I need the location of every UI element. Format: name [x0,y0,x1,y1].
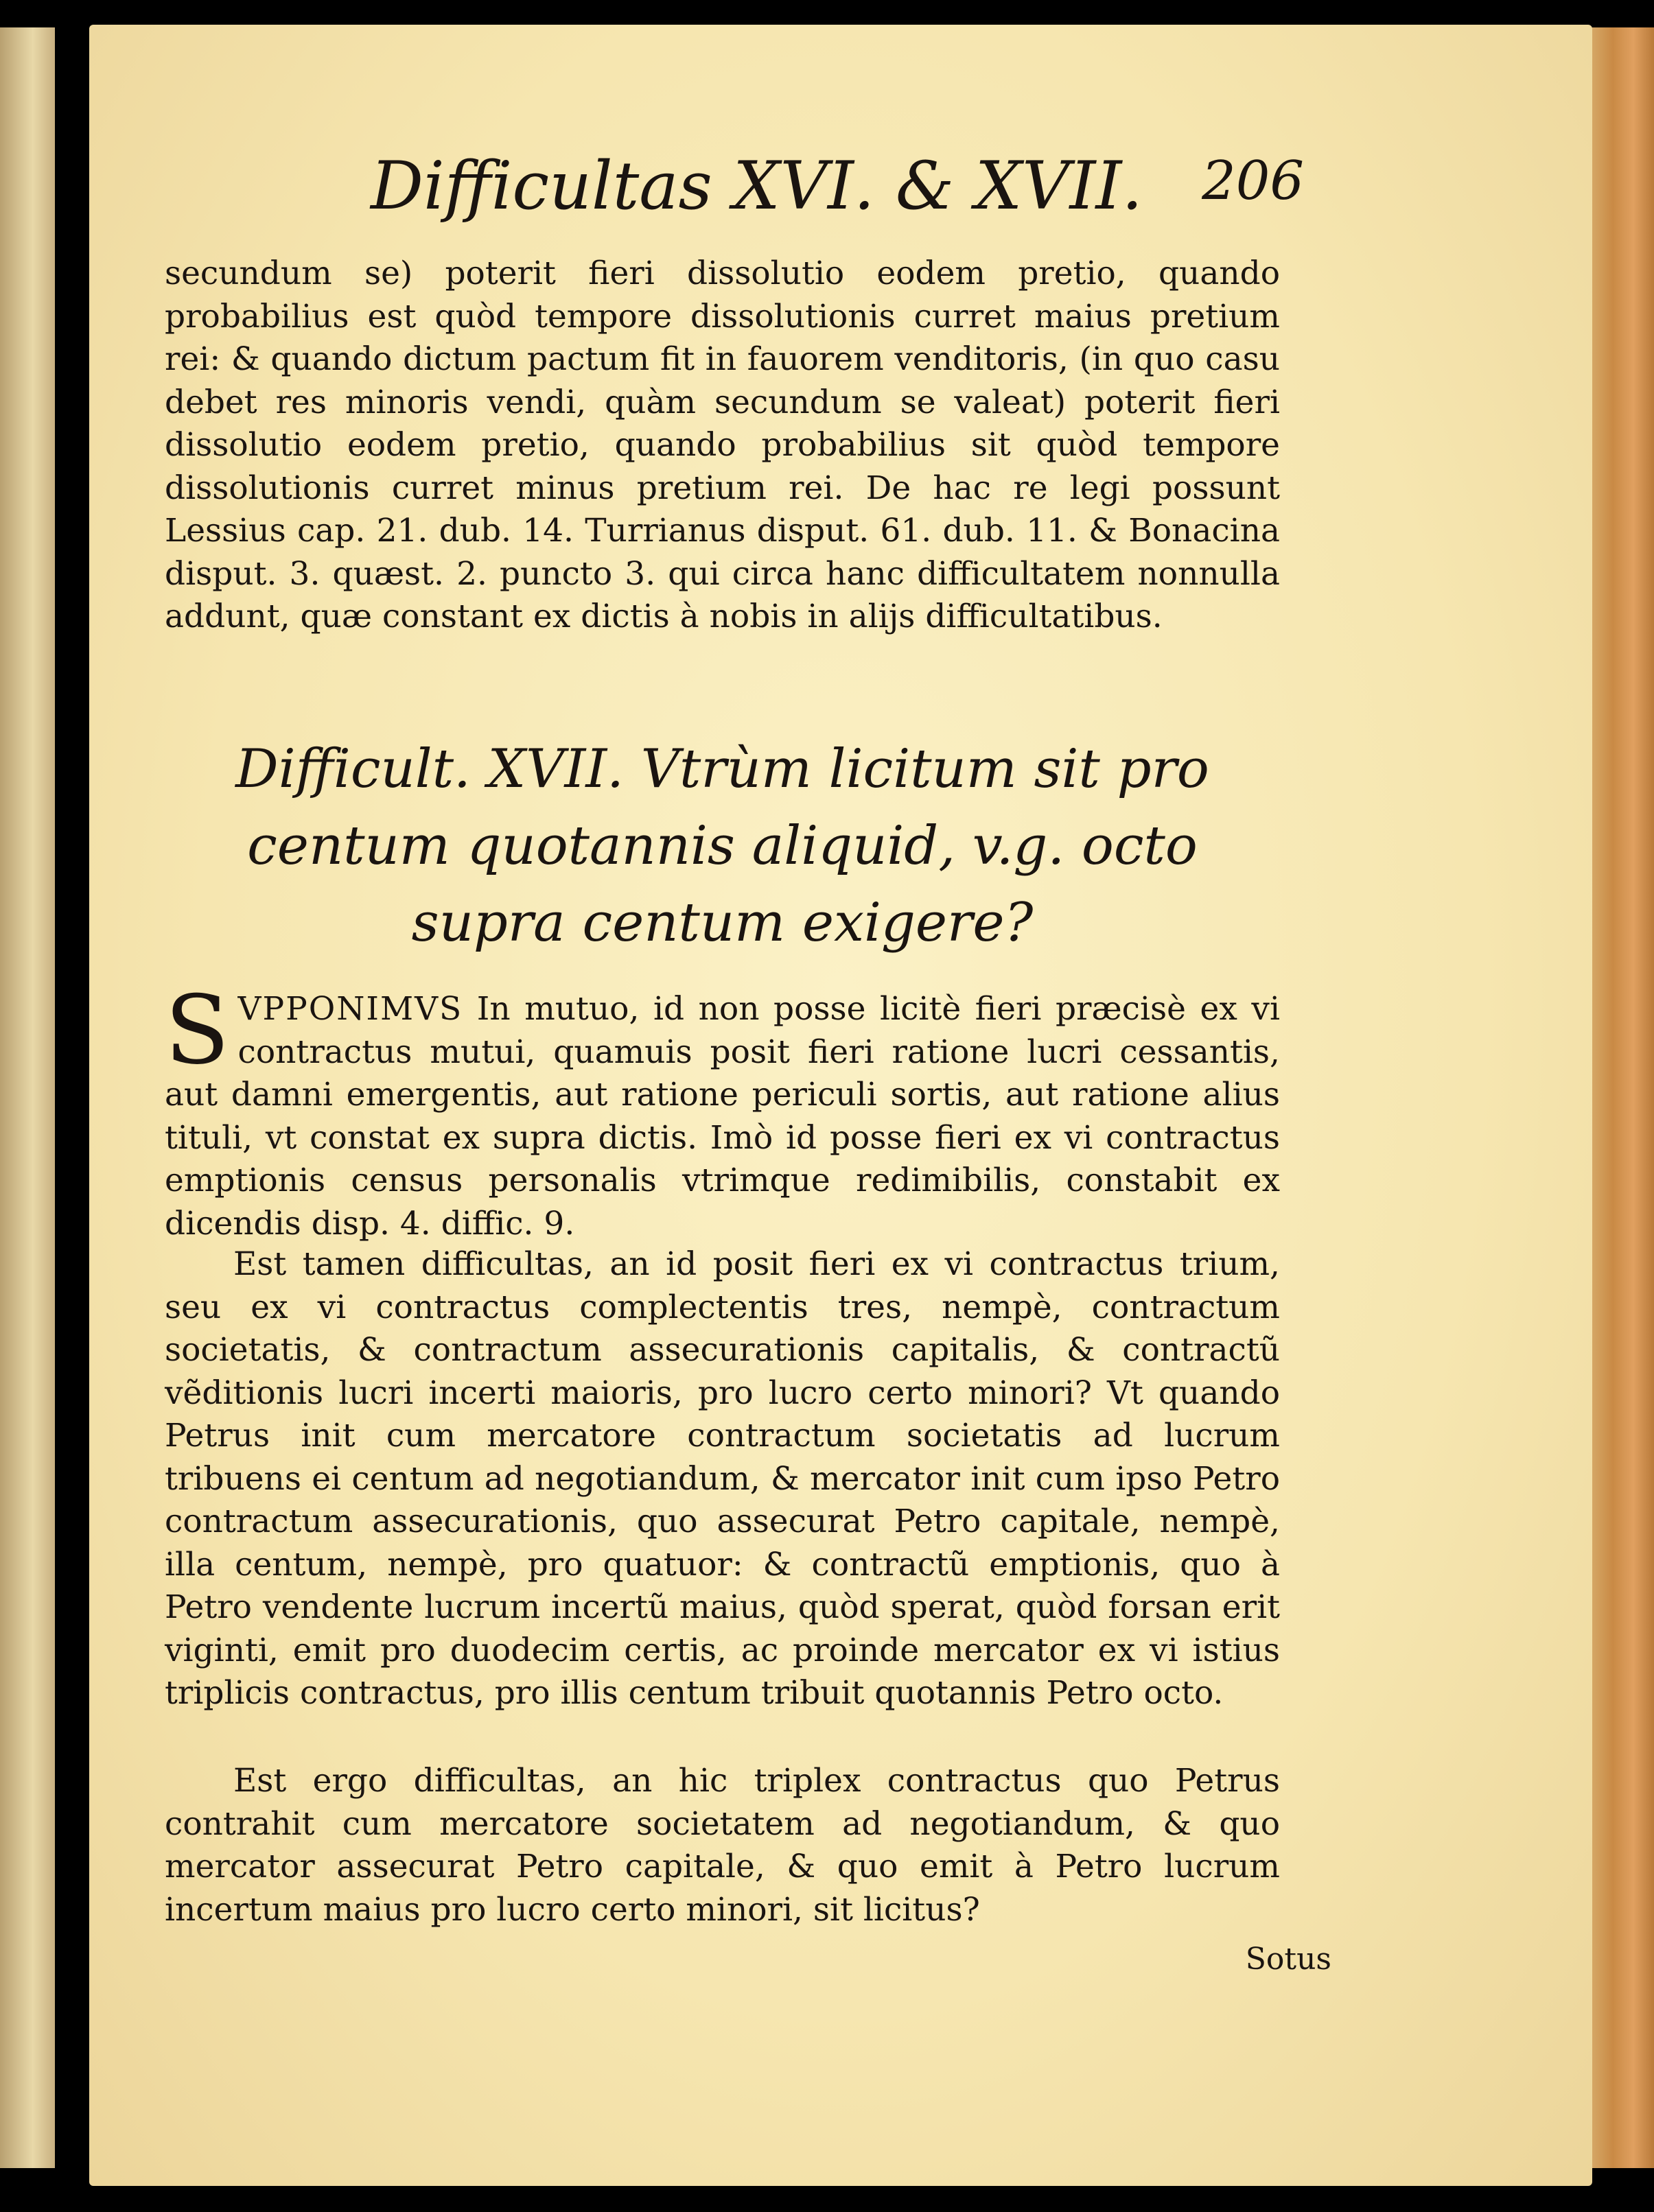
paragraph-difficultas: Est tamen difficultas, an id posit fieri ex vi contractus trium, seu ex vi contractus complectentis tres, nempè, contractum societatis, & contractum assecurationis capitalis, & contractũ vẽditionis lucri incerti maioris, pro lucro certo minori? Vt quando Petrus init cum mercatore contractum societatis ad lucrum tribuens ei centum ad negotiandum, & mercator init cum ipso Petro contractum assecurationis, quo assecurat Petro capitale, nempè, illa centum, nempè, pro quatuor: & contractũ emptionis, quo à Petro vendente lucrum incertũ maius, quòd sperat, quòd forsan erit viginti, emit pro duodecim certis, ac proinde mercator ex vi istius triplicis contractus, pro illis centum tribuit quotannis Petro octo. [165,1245,1280,1712]
section-heading: Difficult. XVII. Vtrùm licitum sit pro centum quotannis aliquid, v.g. octo supra centum exigere? [235,738,1209,954]
book-fore-edge [1585,27,1654,2168]
running-head: Difficultas XVI. & XVII. [371,148,1143,224]
opening-word: VPPONIMVS [237,990,463,1028]
paragraph-ergo: Est ergo difficultas, an hic triplex contractus quo Petrus contrahit cum mercatore societatem ad negotiandum, & quo mercator assecurat Petro capitale, & quo emit à Petro lucrum incertum maius pro lucro certo minori, sit licitus? [165,1762,1280,1929]
paragraph-supponimus [165,975,1280,1245]
paragraph-text: In mutuo, id non posse licitè fieri præcisè ex vi contractus mutui, quamuis posit fieri ratione lucri cessantis, aut damni emergentis, aut ratione periculi sortis, aut ratione alius tituli, vt constat ex supra dictis. Imò id posse fieri ex vi contractus emptionis census personalis vtrimque redimibilis, constabit ex dicendis disp. 4. diffic. 9. [165,990,1280,1243]
facing-page-edge [0,27,55,2168]
page-number: 206 [1202,150,1304,212]
catchword: Sotus [1245,1942,1331,1977]
drop-cap: S [165,975,230,1085]
page-header [371,148,1304,230]
paragraph-continuation: secundum se) poterit fieri dissolutio eodem pretio, quando probabilius est quòd tempore dissolutionis curret maius pretium rei: & quando dictum pactum fit in fauorem venditoris, (in quo casu debet res minoris vendi, quàm secundum se valeat) poterit fieri dissolutio eodem pretio, quando probabilius sit quòd tempore dissolutionis curret minus pretium rei. De hac re legi possunt Lessius cap. 21. dub. 14. Turrianus disput. 61. dub. 11. & Bonacina disput. 3. quæst. 2. puncto 3. qui circa hanc difficultatem nonnulla addunt, quæ constant ex dictis à nobis in alijs difficultatibus. [165,255,1280,635]
